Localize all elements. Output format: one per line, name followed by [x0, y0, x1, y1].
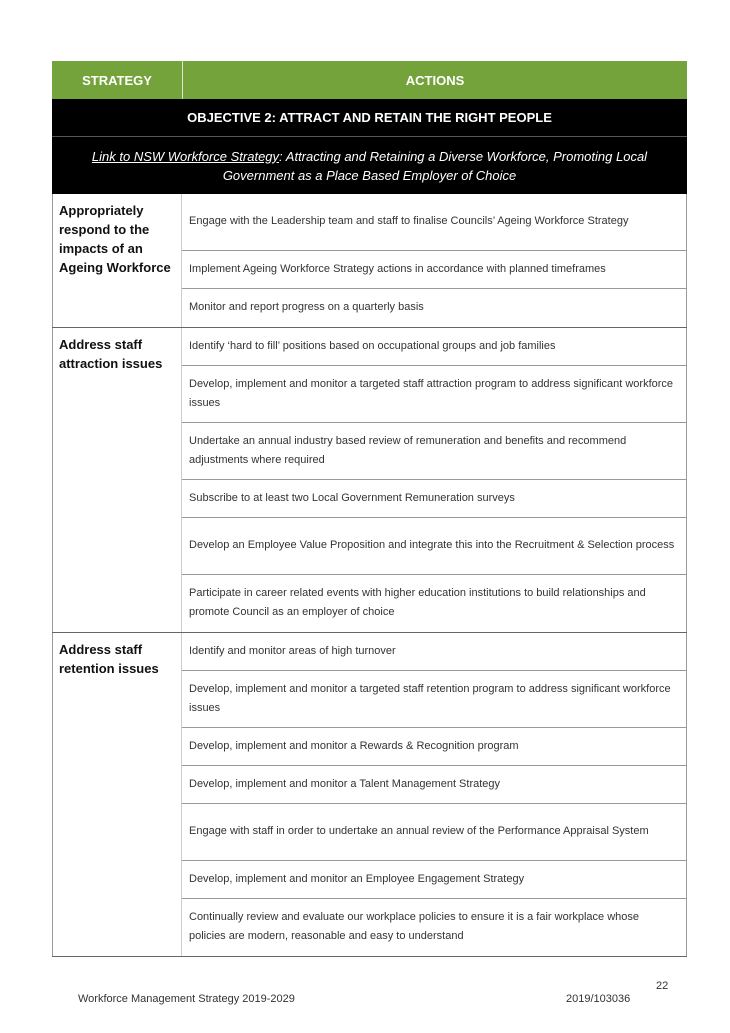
action-item: Participate in career related events with higher education institutions to build relationships and promote Council as an employer of choice	[189, 587, 646, 618]
table-body	[52, 194, 687, 957]
strategy-group	[52, 632, 687, 956]
action-item: Develop, implement and monitor an Employee Engagement Strategy	[182, 861, 686, 899]
strategy-cell: Address staff attraction issues	[52, 328, 182, 632]
action-item: Identify and monitor areas of high turnover	[182, 633, 686, 671]
action-item: Develop an Employee Value Proposition and integrate this into the Recruitment & Selection process	[182, 518, 686, 575]
action-item: Continually review and evaluate our workplace policies to ensure it is a fair workplace whose policies are modern, reasonable and easy to understand	[189, 911, 640, 942]
objective-heading: OBJECTIVE 2: ATTRACT AND RETAIN THE RIGHT PEOPLE	[52, 99, 687, 137]
strategy-table	[52, 61, 687, 957]
actions-cell	[182, 328, 687, 632]
action-item: Develop, implement and monitor a Rewards & Recognition program	[182, 728, 686, 766]
action-item: Engage with staff in order to undertake an annual review of the Performance Appraisal System	[182, 804, 686, 861]
action-item: Implement Ageing Workforce Strategy actions in accordance with planned timeframes	[182, 251, 686, 289]
action-item: Develop, implement and monitor a targeted staff retention program to address significant workforce issues	[182, 671, 686, 728]
actions-cell	[182, 194, 687, 327]
action-item: Develop, implement and monitor a targeted staff attraction program to address significant workforce issues	[182, 366, 686, 423]
action-item: Undertake an annual industry based review of remuneration and benefits and recommend adjustments where required	[182, 423, 686, 480]
actions-cell	[182, 633, 687, 956]
action-item: Monitor and report progress on a quarterly basis	[189, 301, 424, 313]
action-item: Identify ‘hard to fill’ positions based on occupational groups and job families	[182, 328, 686, 366]
strategy-cell: Appropriately respond to the impacts of an Ageing Workforce	[52, 194, 182, 327]
link-banner-rest: : Attracting and Retaining a Diverse Workforce, Promoting Local Government as a Place Based Employer of Choice	[222, 148, 648, 183]
footer-document-title: Workforce Management Strategy 2019-2029	[78, 993, 295, 1005]
header-strategy: STRATEGY	[52, 61, 183, 99]
link-banner	[52, 137, 687, 194]
strategy-group	[52, 194, 687, 327]
action-item: Develop, implement and monitor a Talent Management Strategy	[182, 766, 686, 804]
table-header-row	[52, 61, 687, 99]
action-item: Subscribe to at least two Local Government Remuneration surveys	[182, 480, 686, 518]
footer-reference: 2019/103036	[566, 993, 631, 1005]
action-item: Engage with the Leadership team and staff to finalise Councils’ Ageing Workforce Strategy	[182, 194, 686, 251]
strategy-cell: Address staff retention issues	[52, 633, 182, 956]
link-banner-text	[70, 147, 669, 185]
nsw-workforce-strategy-link[interactable]: Link to NSW Workforce Strategy	[91, 148, 280, 164]
strategy-group	[52, 327, 687, 632]
header-actions: ACTIONS	[405, 72, 465, 88]
page-number: 22	[656, 980, 669, 992]
